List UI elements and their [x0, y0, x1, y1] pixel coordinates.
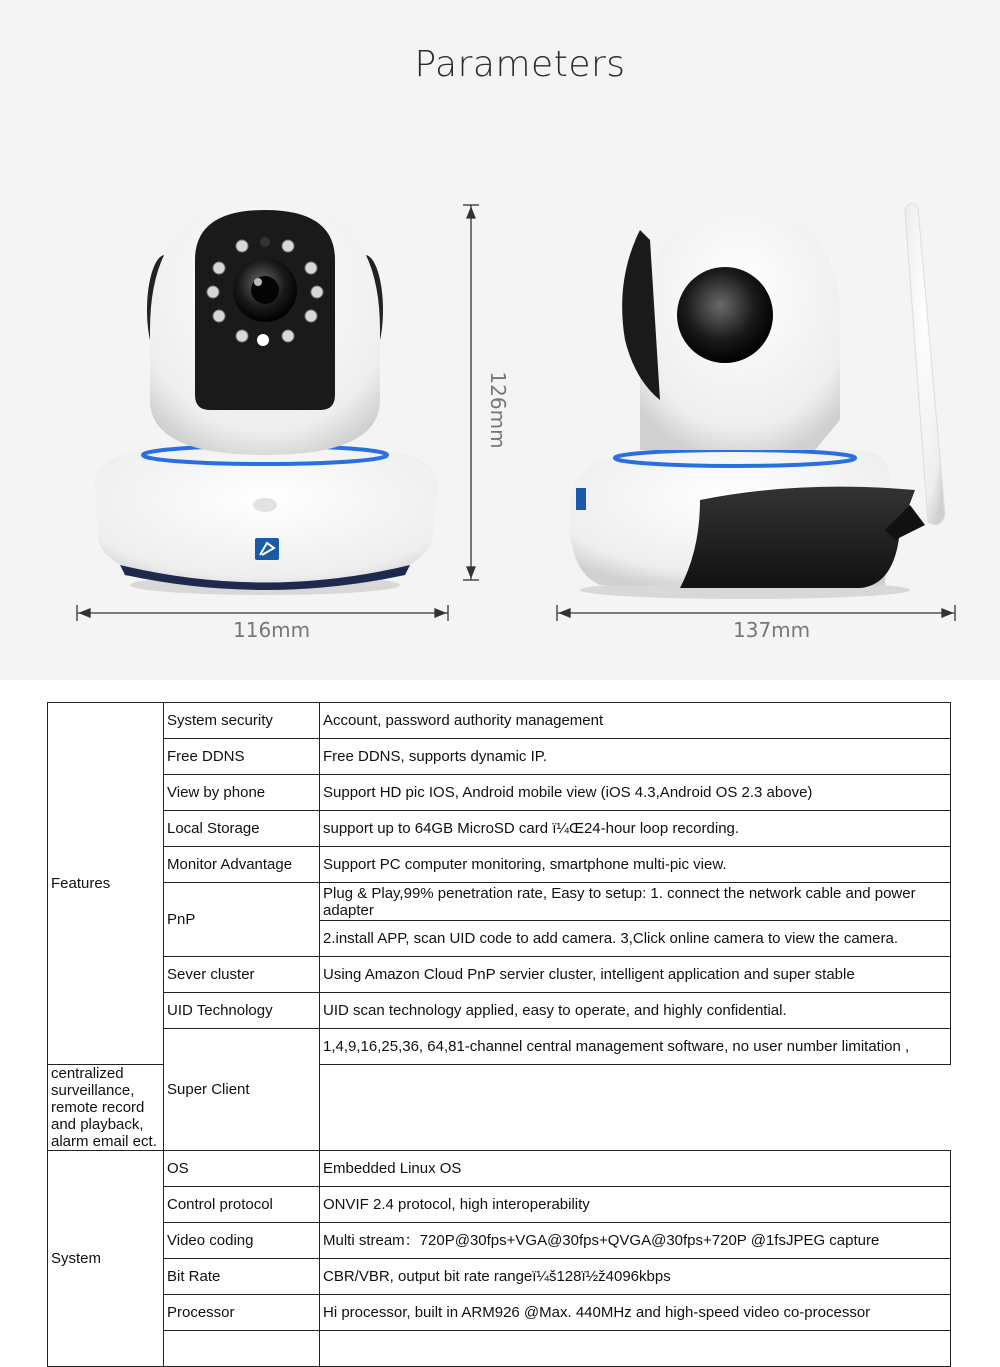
spec-value: UID scan technology applied, easy to operate, and highly confidential.: [320, 993, 951, 1029]
spec-name: System security: [164, 703, 320, 739]
page-title: Parameters: [414, 44, 626, 85]
spec-name: Super Client: [164, 1029, 320, 1151]
spec-value: support up to 64GB MicroSD card ï¼Œ24-hour loop recording.: [320, 811, 951, 847]
spec-value: Using Amazon Cloud PnP servier cluster, intelligent application and super stable: [320, 957, 951, 993]
spec-name: Local Storage: [164, 811, 320, 847]
spec-name: Bit Rate: [164, 1259, 320, 1295]
spec-name: Processor: [164, 1295, 320, 1331]
spec-value-continued: centralized surveillance, remote record and playback, alarm email ect.: [48, 1065, 164, 1151]
side-camera-image: [569, 203, 945, 599]
spec-value: ONVIF 2.4 protocol, high interoperability: [320, 1187, 951, 1223]
spec-value-text: Plug & Play,99% penetration rate, Easy to setup: 1. connect the network cable and power adapter: [323, 885, 916, 919]
spec-name: Monitor Advantage: [164, 847, 320, 883]
spec-name: Sever cluster: [164, 957, 320, 993]
spec-name: Control protocol: [164, 1187, 320, 1223]
spec-value: Support HD pic IOS, Android mobile view (iOS 4.3,Android OS 2.3 above): [320, 775, 951, 811]
spec-value: [320, 883, 951, 921]
spec-value: Multi stream：720P@30fps+VGA@30fps+QVGA@30fps+720P @1fsJPEG capture: [320, 1223, 951, 1259]
spec-value: Support PC computer monitoring, smartphone multi-pic view.: [320, 847, 951, 883]
product-illustration: [0, 0, 1000, 680]
spec-value: Embedded Linux OS: [320, 1151, 951, 1187]
group-label-features: Features: [48, 703, 164, 1065]
spec-name-empty: [164, 1331, 320, 1367]
spec-name: UID Technology: [164, 993, 320, 1029]
spec-name: Video coding: [164, 1223, 320, 1259]
spec-value: Hi processor, built in ARM926 @Max. 440MHz and high-speed video co-processor: [320, 1295, 951, 1331]
spec-name: PnP: [164, 883, 320, 957]
spec-value: Free DDNS, supports dynamic IP.: [320, 739, 951, 775]
front-width-label: 116mm: [233, 618, 311, 642]
spec-table: [47, 702, 951, 1367]
spec-name: View by phone: [164, 775, 320, 811]
spec-value: CBR/VBR, output bit rate rangeï¼š128ï½ž4096kbps: [320, 1259, 951, 1295]
spec-name: Free DDNS: [164, 739, 320, 775]
spec-name: OS: [164, 1151, 320, 1187]
side-width-label: 137mm: [733, 618, 811, 642]
spec-value: 1,4,9,16,25,36, 64,81-channel central management software, no user number limitation ,: [320, 1029, 951, 1065]
height-label: 126mm: [486, 371, 510, 449]
spec-value-empty: [320, 1331, 951, 1367]
spec-value: Account, password authority management: [320, 703, 951, 739]
group-label-system: System: [48, 1151, 164, 1367]
front-camera-image: [95, 200, 438, 595]
product-hero: [0, 0, 1000, 680]
brand-logo-icon: [255, 538, 279, 560]
spec-value-continued: 2.install APP, scan UID code to add camera. 3,Click online camera to view the camera.: [320, 921, 951, 957]
